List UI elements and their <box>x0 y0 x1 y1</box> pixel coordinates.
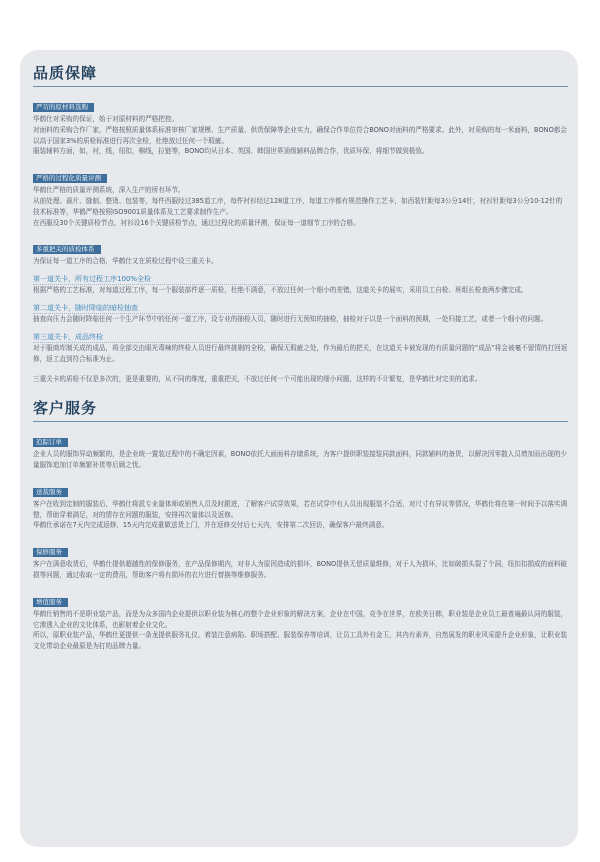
service-section-followup <box>33 429 568 471</box>
paragraph: 根据严格的工艺标准，对每道过程工序，每一个服装部件逐一质检，杜绝不满意，不放过任何一个细小的差错，这道关卡的展实，采用员工自检、班组长检查两步骤完成。 <box>33 286 528 295</box>
section-tag: 增值服务 <box>33 598 68 607</box>
paragraph: 抽查向压力会随时降临任何一个生产环节中的任何一道工序，设专业的抽检人员，随时进行无预知的抽检，抽检对于以是一个面料的预期，一处归接工艺，或者一个细小的问题。 <box>33 314 548 323</box>
service-heading: 客户服务 <box>33 399 98 418</box>
subheading: 第三道关卡，成品终检 <box>33 332 293 343</box>
paragraph: 对面料的采购合作厂家，严格按照质量体系标准审核厂家规模、生产质量、供货保障等企业实力，确保合作单位符合BONO对面料的严格要求。此外，对采购的每一米面料，BONO都会以高于国家3%的质检标准进行再次全检，杜绝放过任何一个瑕疵。 <box>33 125 567 145</box>
section-tag: 保修服务 <box>33 548 68 557</box>
section-tag: 严格的过程化质量评测 <box>33 174 107 183</box>
paragraph: 服装辅料方面，如，衬，线，纽扣，棉线，拉链等，BONO均从日本、英国、韩国世界顶级辅料品牌合作，优质环保，将细节做到极致。 <box>33 147 429 156</box>
paragraph: 华鹤仕对采购的保证，始于对原材料的严格把控。 <box>33 115 179 123</box>
paragraph: 客户在收到定制的服装后，华鹤仕将派专业量体师或销售人员及时跟进，了解客户试穿效果，若在试穿中有人员出现服装不合适，对尺寸有异议等情况，华鹤仕将在第一时间予以落实调整，帮助穿着满足，对的情存在问题的服装，安排再次量体以及返修。 <box>33 499 568 519</box>
quality-section-inspection <box>33 236 568 385</box>
service-section-alteration <box>33 479 568 531</box>
quality-section-process <box>33 165 568 228</box>
paragraph: 所以，原职业装产品，华鹤仕更提供一条龙提供服务礼仪、着装注意病陷、职场搭配、服装保养等培训，让员工具外有金玉，其内有素养，自然展发的职业风采提升企业形象，让职业装文化带动企业最原是为打的品牌力量。 <box>33 631 568 651</box>
subheading: 第一道关卡，所有过程工序100%全检 <box>33 274 293 285</box>
section-tag: 追踪订单 <box>33 438 68 447</box>
service-section-warranty <box>33 539 568 581</box>
section-tag: 严苛的原材料选购 <box>33 103 94 112</box>
paragraph: 华鹤仕销售的不是职业装产品，而是为众多国内企业提供以职业装为核心的整个企业形象的解决方案，企业在中国，竞争在世界，在欧美日韩，职业装是企业员工最普遍最认同的服装，它渗透入企业的文化体系，也影射着企业文化。 <box>33 609 568 629</box>
quality-heading: 品质保障 <box>33 64 98 82</box>
content-card <box>20 50 578 847</box>
section-tag: 多重把关的质检体系 <box>33 245 101 254</box>
service-section-valueadded <box>33 589 568 652</box>
paragraph: 企业人员的服饰异动频繁的，是企业统一置装过程中的不确定因素，BONO依托大面面料存储系统，为客户提供职装接装同款面料，同款辅料的备货，以解决因零散人员增加而出现的少量服饰追加订单频繁补货等后顾之忧。 <box>33 450 568 469</box>
content-body <box>33 62 568 660</box>
paragraph: 华鹤仕严格的质量评测系统，深入生产的所有环节。 <box>33 186 185 195</box>
heading-rule <box>33 421 568 422</box>
paragraph: 华鹤仕承诺在7天内完成返修，15天内完成重做送货上门，并在返修交付后七天内，安排第二次回访，确保客户最终满意。 <box>33 521 389 530</box>
closing-paragraph: 三重关卡的质检不仅是多次的，更是重要的，从不同的维度，重重把关，不放过任何一个可能出现的细小问题，这样的不计繁复，是华鹤仕对完美的追求。 <box>33 375 482 384</box>
section-tag: 送裁服务 <box>33 488 68 497</box>
paragraph: 从前处理、裁片、缝制、整烫、包装等，每件西服经过385道工序，每件衬衫经过128道工序，每道工序都有规范操作工艺卡，如西装针距每3公分14针，衬衫针距每3公分10-12针的技术标准等，华鹤严格按照ISO9001质量体系及工艺要求制作生产。 <box>33 196 563 216</box>
paragraph: 在西服设30个关键质检节点，衬衫设16个关键质检节点，通过过程化的质量评测，保证每一道细节工序的合格。 <box>33 218 360 227</box>
subheading: 第二道关卡，随时降临的暗检抽查 <box>33 303 293 314</box>
heading-rule <box>33 86 568 87</box>
quality-section-materials <box>33 94 568 157</box>
paragraph: 对于服商库制关成的成品，将全部交由眼光毒辣的终检人员进行最终挑剔的全检，确保无瑕疵之处，作为最后的把关，在这道关卡被发现的有质量问题的“成品”将会被毫不留情的打回返修，返工直到符合标准为止。 <box>33 343 568 363</box>
paragraph: 客户在满意收货后，华鹤仕提供超越性的保修服务，在产品保修期内，对非人为原因造成的损坏，BONO提供无偿质量维修，对于人为损坏，比如破损头裂了个洞，纽扣扣损成的面料破损等问题，通过收取一定的费用，帮助客户将有损坏的衣片进行替换等维修服务。 <box>33 560 568 579</box>
paragraph: 为保证每一道工序的合格，华鹤仕又在质检过程中设三重关卡。 <box>33 257 218 266</box>
